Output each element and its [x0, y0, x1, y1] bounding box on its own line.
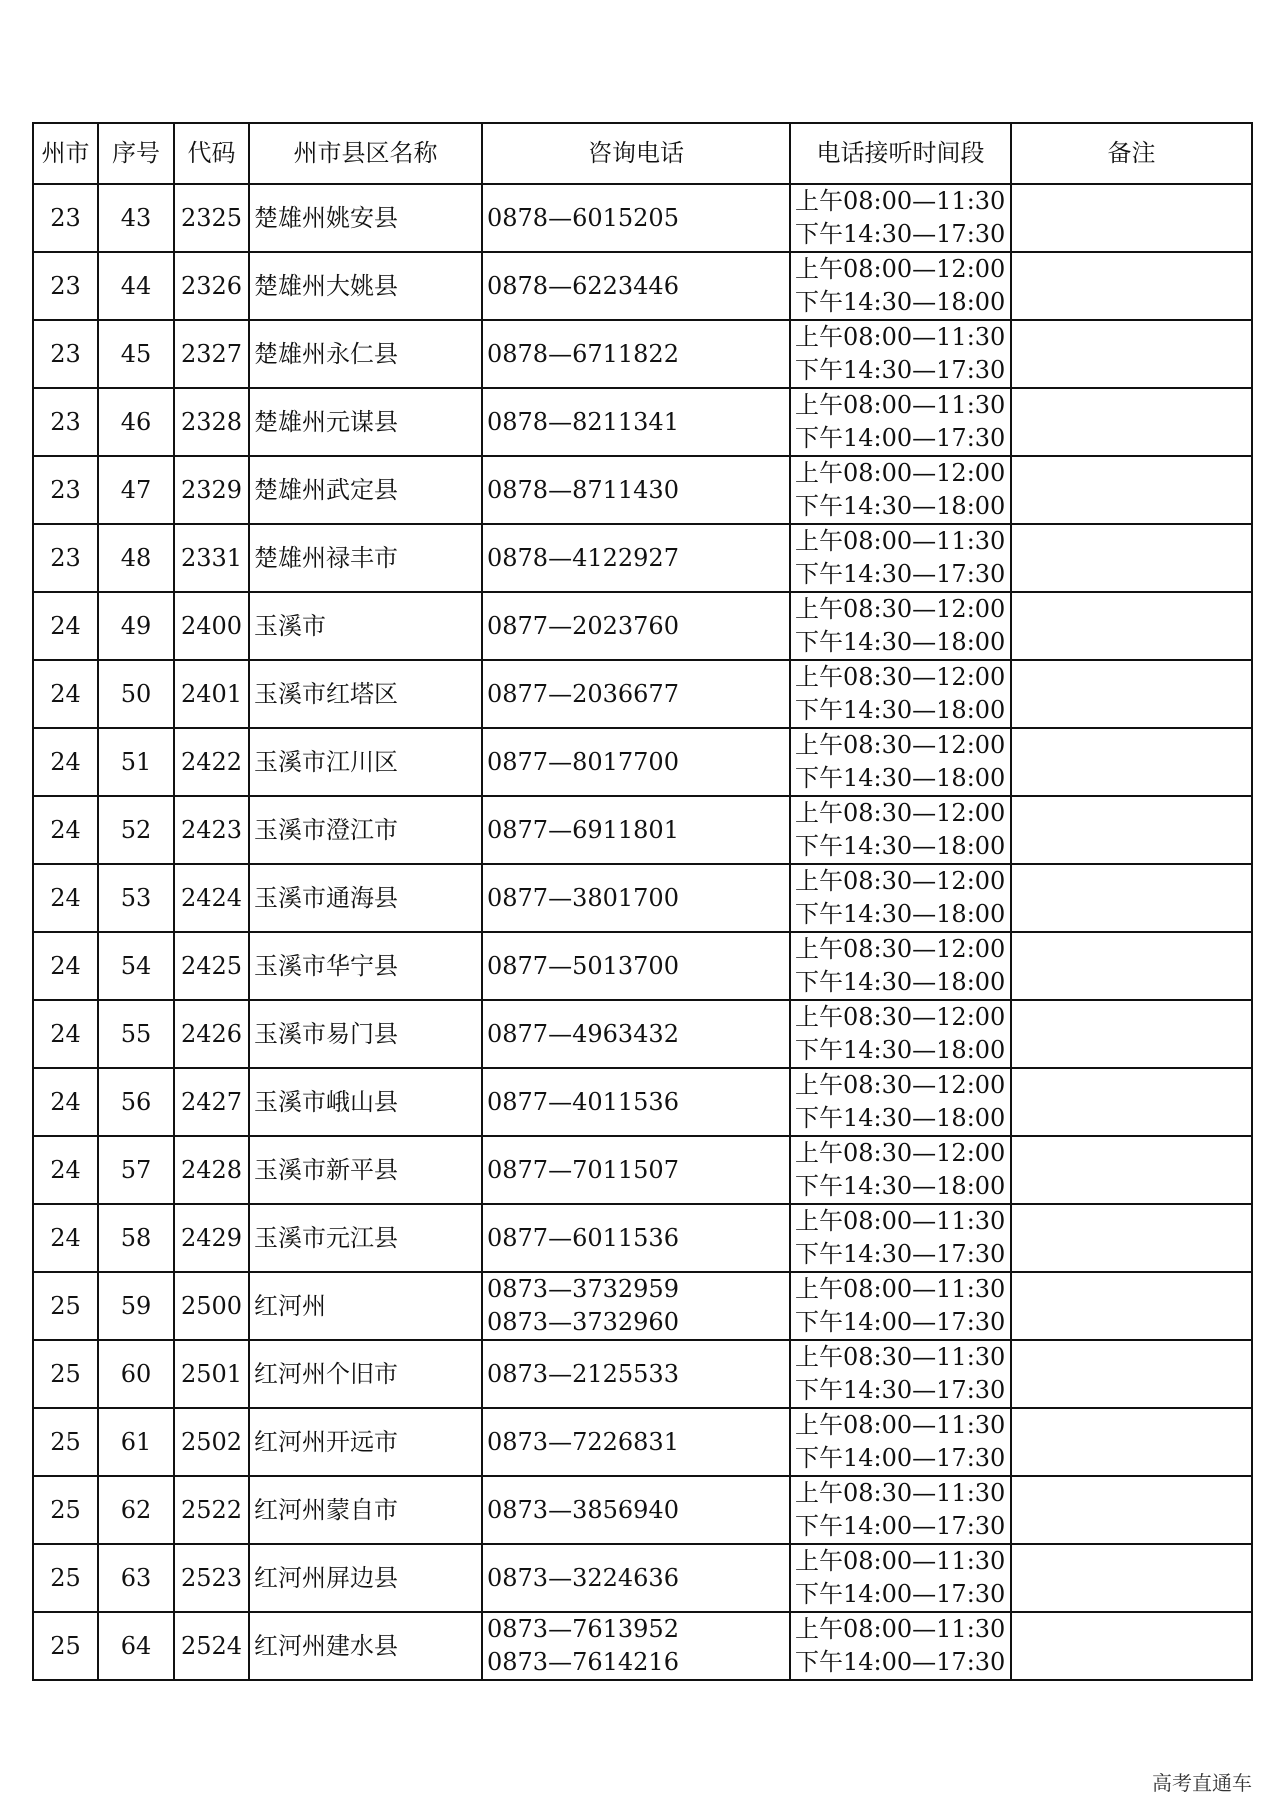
- cell-phone: [482, 252, 790, 320]
- phone-number: 0877—2023760: [487, 611, 679, 640]
- table-row: [33, 864, 1252, 932]
- afternoon-hours: 下午14:30—18:00: [795, 288, 1006, 316]
- phone-number: 0877—2036677: [487, 679, 679, 708]
- cell-zhou: 24: [33, 660, 98, 728]
- cell-zhou: 24: [33, 796, 98, 864]
- cell-seq: 58: [98, 1204, 174, 1272]
- cell-code: 2327: [174, 320, 249, 388]
- cell-seq: 57: [98, 1136, 174, 1204]
- afternoon-hours: 下午14:30—18:00: [795, 832, 1006, 860]
- cell-zhou: 23: [33, 456, 98, 524]
- cell-phone: [482, 796, 790, 864]
- cell-time: [790, 1340, 1011, 1408]
- cell-name: 玉溪市通海县: [249, 864, 482, 932]
- afternoon-hours: 下午14:30—18:00: [795, 764, 1006, 792]
- cell-zhou: 24: [33, 1000, 98, 1068]
- cell-time: [790, 1000, 1011, 1068]
- cell-name: 楚雄州元谋县: [249, 388, 482, 456]
- table-row: [33, 252, 1252, 320]
- cell-zhou: 23: [33, 252, 98, 320]
- afternoon-hours: 下午14:30—17:30: [795, 356, 1006, 384]
- cell-seq: 55: [98, 1000, 174, 1068]
- afternoon-hours: 下午14:00—17:30: [795, 1512, 1006, 1540]
- cell-name: 红河州: [249, 1272, 482, 1340]
- morning-hours: 上午08:00—11:30: [795, 1547, 1006, 1575]
- morning-hours: 上午08:00—12:00: [795, 255, 1006, 283]
- cell-note: [1011, 1408, 1252, 1476]
- table-row: [33, 1136, 1252, 1204]
- cell-name: 玉溪市澄江市: [249, 796, 482, 864]
- cell-seq: 56: [98, 1068, 174, 1136]
- cell-phone: [482, 1000, 790, 1068]
- cell-time: [790, 1136, 1011, 1204]
- cell-zhou: 25: [33, 1544, 98, 1612]
- cell-name: 玉溪市元江县: [249, 1204, 482, 1272]
- table-row: [33, 1612, 1252, 1680]
- cell-note: [1011, 1272, 1252, 1340]
- header-phone: 咨询电话: [482, 123, 790, 184]
- table-row: [33, 320, 1252, 388]
- morning-hours: 上午08:30—12:00: [795, 799, 1006, 827]
- table-row: [33, 1272, 1252, 1340]
- table-row: [33, 1408, 1252, 1476]
- cell-code: 2401: [174, 660, 249, 728]
- cell-time: [790, 796, 1011, 864]
- cell-zhou: 24: [33, 1068, 98, 1136]
- morning-hours: 上午08:30—11:30: [795, 1343, 1006, 1371]
- phone-number: 0878—8711430: [487, 475, 679, 504]
- cell-seq: 48: [98, 524, 174, 592]
- table-row: [33, 1204, 1252, 1272]
- table-row: [33, 660, 1252, 728]
- cell-phone: [482, 1068, 790, 1136]
- cell-code: 2400: [174, 592, 249, 660]
- cell-seq: 52: [98, 796, 174, 864]
- cell-time: [790, 660, 1011, 728]
- cell-time: [790, 864, 1011, 932]
- cell-note: [1011, 796, 1252, 864]
- cell-zhou: 25: [33, 1272, 98, 1340]
- morning-hours: 上午08:30—11:30: [795, 1479, 1006, 1507]
- cell-note: [1011, 388, 1252, 456]
- table-row: [33, 796, 1252, 864]
- afternoon-hours: 下午14:00—17:30: [795, 1580, 1006, 1608]
- morning-hours: 上午08:30—12:00: [795, 731, 1006, 759]
- cell-name: 玉溪市峨山县: [249, 1068, 482, 1136]
- cell-seq: 62: [98, 1476, 174, 1544]
- header-seq: 序号: [98, 123, 174, 184]
- cell-name: 红河州屏边县: [249, 1544, 482, 1612]
- phone-number: 0877—8017700: [487, 747, 679, 776]
- cell-time: [790, 932, 1011, 1000]
- cell-code: 2427: [174, 1068, 249, 1136]
- header-note: 备注: [1011, 123, 1252, 184]
- cell-note: [1011, 1612, 1252, 1680]
- cell-time: [790, 1068, 1011, 1136]
- cell-code: 2328: [174, 388, 249, 456]
- cell-time: [790, 1204, 1011, 1272]
- cell-note: [1011, 660, 1252, 728]
- phone-number: 0877—3801700: [487, 883, 679, 912]
- cell-zhou: 25: [33, 1476, 98, 1544]
- cell-name: 红河州开远市: [249, 1408, 482, 1476]
- afternoon-hours: 下午14:00—17:30: [795, 1308, 1006, 1336]
- cell-name: 玉溪市新平县: [249, 1136, 482, 1204]
- consultation-phone-table: [32, 122, 1253, 1681]
- afternoon-hours: 下午14:30—18:00: [795, 1036, 1006, 1064]
- morning-hours: 上午08:30—12:00: [795, 935, 1006, 963]
- cell-time: [790, 456, 1011, 524]
- cell-phone: [482, 524, 790, 592]
- cell-time: [790, 524, 1011, 592]
- phone-number: 0878—6223446: [487, 271, 679, 300]
- cell-time: [790, 1612, 1011, 1680]
- cell-time: [790, 592, 1011, 660]
- cell-name: 玉溪市江川区: [249, 728, 482, 796]
- phone-number: 0873—7613952: [487, 1615, 679, 1643]
- cell-code: 2524: [174, 1612, 249, 1680]
- cell-name: 楚雄州禄丰市: [249, 524, 482, 592]
- cell-code: 2426: [174, 1000, 249, 1068]
- cell-name: 楚雄州姚安县: [249, 184, 482, 252]
- cell-note: [1011, 932, 1252, 1000]
- table-row: [33, 184, 1252, 252]
- phone-number: 0873—7226831: [487, 1427, 679, 1456]
- morning-hours: 上午08:00—11:30: [795, 187, 1006, 215]
- cell-code: 2329: [174, 456, 249, 524]
- cell-seq: 53: [98, 864, 174, 932]
- cell-note: [1011, 592, 1252, 660]
- table-row: [33, 1340, 1252, 1408]
- cell-zhou: 24: [33, 1204, 98, 1272]
- phone-number: 0877—4963432: [487, 1019, 679, 1048]
- cell-code: 2423: [174, 796, 249, 864]
- morning-hours: 上午08:30—12:00: [795, 1003, 1006, 1031]
- cell-seq: 54: [98, 932, 174, 1000]
- cell-zhou: 24: [33, 1136, 98, 1204]
- cell-name: 红河州个旧市: [249, 1340, 482, 1408]
- cell-zhou: 23: [33, 184, 98, 252]
- cell-phone: [482, 320, 790, 388]
- morning-hours: 上午08:00—12:00: [795, 459, 1006, 487]
- cell-seq: 46: [98, 388, 174, 456]
- cell-phone: [482, 592, 790, 660]
- cell-seq: 45: [98, 320, 174, 388]
- cell-time: [790, 320, 1011, 388]
- cell-name: 玉溪市红塔区: [249, 660, 482, 728]
- phone-number: 0873—3732960: [487, 1308, 679, 1336]
- afternoon-hours: 下午14:30—17:30: [795, 560, 1006, 588]
- cell-note: [1011, 1136, 1252, 1204]
- cell-note: [1011, 1340, 1252, 1408]
- morning-hours: 上午08:30—12:00: [795, 595, 1006, 623]
- morning-hours: 上午08:30—12:00: [795, 1071, 1006, 1099]
- cell-time: [790, 728, 1011, 796]
- cell-phone: [482, 1272, 790, 1340]
- cell-phone: [482, 660, 790, 728]
- afternoon-hours: 下午14:00—17:30: [795, 1648, 1006, 1676]
- table-row: [33, 728, 1252, 796]
- phone-number: 0877—6911801: [487, 815, 679, 844]
- afternoon-hours: 下午14:30—18:00: [795, 968, 1006, 996]
- morning-hours: 上午08:00—11:30: [795, 323, 1006, 351]
- afternoon-hours: 下午14:30—18:00: [795, 628, 1006, 656]
- phone-number: 0877—4011536: [487, 1087, 679, 1116]
- cell-name: 红河州蒙自市: [249, 1476, 482, 1544]
- morning-hours: 上午08:00—11:30: [795, 1275, 1006, 1303]
- header-row: [33, 123, 1252, 184]
- afternoon-hours: 下午14:30—17:30: [795, 1376, 1006, 1404]
- afternoon-hours: 下午14:30—18:00: [795, 900, 1006, 928]
- table-row: [33, 1476, 1252, 1544]
- cell-name: 玉溪市华宁县: [249, 932, 482, 1000]
- phone-number: 0873—3856940: [487, 1495, 679, 1524]
- morning-hours: 上午08:30—12:00: [795, 1139, 1006, 1167]
- afternoon-hours: 下午14:30—18:00: [795, 492, 1006, 520]
- cell-zhou: 24: [33, 864, 98, 932]
- cell-phone: [482, 932, 790, 1000]
- morning-hours: 上午08:00—11:30: [795, 1615, 1006, 1643]
- cell-time: [790, 1544, 1011, 1612]
- morning-hours: 上午08:30—12:00: [795, 663, 1006, 691]
- afternoon-hours: 下午14:30—18:00: [795, 1172, 1006, 1200]
- cell-zhou: 25: [33, 1408, 98, 1476]
- afternoon-hours: 下午14:30—18:00: [795, 696, 1006, 724]
- phone-number: 0878—8211341: [487, 407, 679, 436]
- cell-code: 2325: [174, 184, 249, 252]
- table-row: [33, 1068, 1252, 1136]
- phone-number: 0873—3732959: [487, 1275, 679, 1303]
- phone-number: 0877—6011536: [487, 1223, 679, 1252]
- cell-phone: [482, 864, 790, 932]
- cell-code: 2523: [174, 1544, 249, 1612]
- cell-note: [1011, 524, 1252, 592]
- cell-phone: [482, 1544, 790, 1612]
- cell-note: [1011, 1068, 1252, 1136]
- morning-hours: 上午08:00—11:30: [795, 1411, 1006, 1439]
- afternoon-hours: 下午14:30—17:30: [795, 220, 1006, 248]
- morning-hours: 上午08:00—11:30: [795, 1207, 1006, 1235]
- cell-seq: 44: [98, 252, 174, 320]
- cell-name: 楚雄州大姚县: [249, 252, 482, 320]
- afternoon-hours: 下午14:30—17:30: [795, 1240, 1006, 1268]
- watermark-text: 高考直通车: [1152, 1771, 1252, 1795]
- cell-seq: 51: [98, 728, 174, 796]
- cell-code: 2331: [174, 524, 249, 592]
- cell-note: [1011, 864, 1252, 932]
- phone-number: 0878—4122927: [487, 543, 679, 572]
- table-row: [33, 932, 1252, 1000]
- cell-note: [1011, 1544, 1252, 1612]
- cell-seq: 43: [98, 184, 174, 252]
- cell-zhou: 24: [33, 592, 98, 660]
- cell-code: 2501: [174, 1340, 249, 1408]
- cell-note: [1011, 252, 1252, 320]
- phone-number: 0873—3224636: [487, 1563, 679, 1592]
- morning-hours: 上午08:00—11:30: [795, 527, 1006, 555]
- cell-code: 2326: [174, 252, 249, 320]
- cell-seq: 64: [98, 1612, 174, 1680]
- table-row: [33, 388, 1252, 456]
- phone-number: 0873—7614216: [487, 1648, 679, 1676]
- table-body: [33, 184, 1252, 1680]
- cell-time: [790, 1408, 1011, 1476]
- cell-time: [790, 1476, 1011, 1544]
- cell-phone: [482, 1204, 790, 1272]
- cell-note: [1011, 320, 1252, 388]
- cell-seq: 60: [98, 1340, 174, 1408]
- cell-code: 2425: [174, 932, 249, 1000]
- contact-table-container: [32, 122, 1251, 1681]
- cell-note: [1011, 1476, 1252, 1544]
- cell-name: 楚雄州永仁县: [249, 320, 482, 388]
- cell-code: 2502: [174, 1408, 249, 1476]
- cell-name: 玉溪市: [249, 592, 482, 660]
- table-row: [33, 456, 1252, 524]
- cell-zhou: 25: [33, 1612, 98, 1680]
- table-row: [33, 1544, 1252, 1612]
- cell-note: [1011, 1204, 1252, 1272]
- cell-note: [1011, 456, 1252, 524]
- header-name: 州市县区名称: [249, 123, 482, 184]
- cell-time: [790, 388, 1011, 456]
- header-time: 电话接听时间段: [790, 123, 1011, 184]
- afternoon-hours: 下午14:00—17:30: [795, 1444, 1006, 1472]
- cell-phone: [482, 388, 790, 456]
- morning-hours: 上午08:30—12:00: [795, 867, 1006, 895]
- cell-code: 2429: [174, 1204, 249, 1272]
- cell-seq: 47: [98, 456, 174, 524]
- cell-code: 2500: [174, 1272, 249, 1340]
- cell-seq: 59: [98, 1272, 174, 1340]
- phone-number: 0878—6015205: [487, 203, 679, 232]
- cell-phone: [482, 456, 790, 524]
- header-zhou: 州市: [33, 123, 98, 184]
- phone-number: 0877—7011507: [487, 1155, 679, 1184]
- cell-name: 楚雄州武定县: [249, 456, 482, 524]
- cell-phone: [482, 1612, 790, 1680]
- cell-zhou: 24: [33, 728, 98, 796]
- cell-code: 2428: [174, 1136, 249, 1204]
- cell-name: 红河州建水县: [249, 1612, 482, 1680]
- cell-code: 2522: [174, 1476, 249, 1544]
- afternoon-hours: 下午14:00—17:30: [795, 424, 1006, 452]
- cell-time: [790, 184, 1011, 252]
- cell-zhou: 23: [33, 524, 98, 592]
- cell-phone: [482, 728, 790, 796]
- table-row: [33, 592, 1252, 660]
- cell-zhou: 23: [33, 320, 98, 388]
- cell-seq: 50: [98, 660, 174, 728]
- table-row: [33, 524, 1252, 592]
- cell-zhou: 25: [33, 1340, 98, 1408]
- cell-time: [790, 252, 1011, 320]
- header-code: 代码: [174, 123, 249, 184]
- cell-seq: 49: [98, 592, 174, 660]
- cell-seq: 61: [98, 1408, 174, 1476]
- cell-phone: [482, 1136, 790, 1204]
- cell-time: [790, 1272, 1011, 1340]
- table-row: [33, 1000, 1252, 1068]
- cell-note: [1011, 728, 1252, 796]
- cell-code: 2424: [174, 864, 249, 932]
- afternoon-hours: 下午14:30—18:00: [795, 1104, 1006, 1132]
- cell-phone: [482, 184, 790, 252]
- cell-note: [1011, 1000, 1252, 1068]
- cell-name: 玉溪市易门县: [249, 1000, 482, 1068]
- cell-phone: [482, 1408, 790, 1476]
- cell-code: 2422: [174, 728, 249, 796]
- cell-seq: 63: [98, 1544, 174, 1612]
- cell-zhou: 24: [33, 932, 98, 1000]
- morning-hours: 上午08:00—11:30: [795, 391, 1006, 419]
- phone-number: 0878—6711822: [487, 339, 679, 368]
- cell-zhou: 23: [33, 388, 98, 456]
- cell-note: [1011, 184, 1252, 252]
- cell-phone: [482, 1476, 790, 1544]
- cell-phone: [482, 1340, 790, 1408]
- phone-number: 0873—2125533: [487, 1359, 679, 1388]
- phone-number: 0877—5013700: [487, 951, 679, 980]
